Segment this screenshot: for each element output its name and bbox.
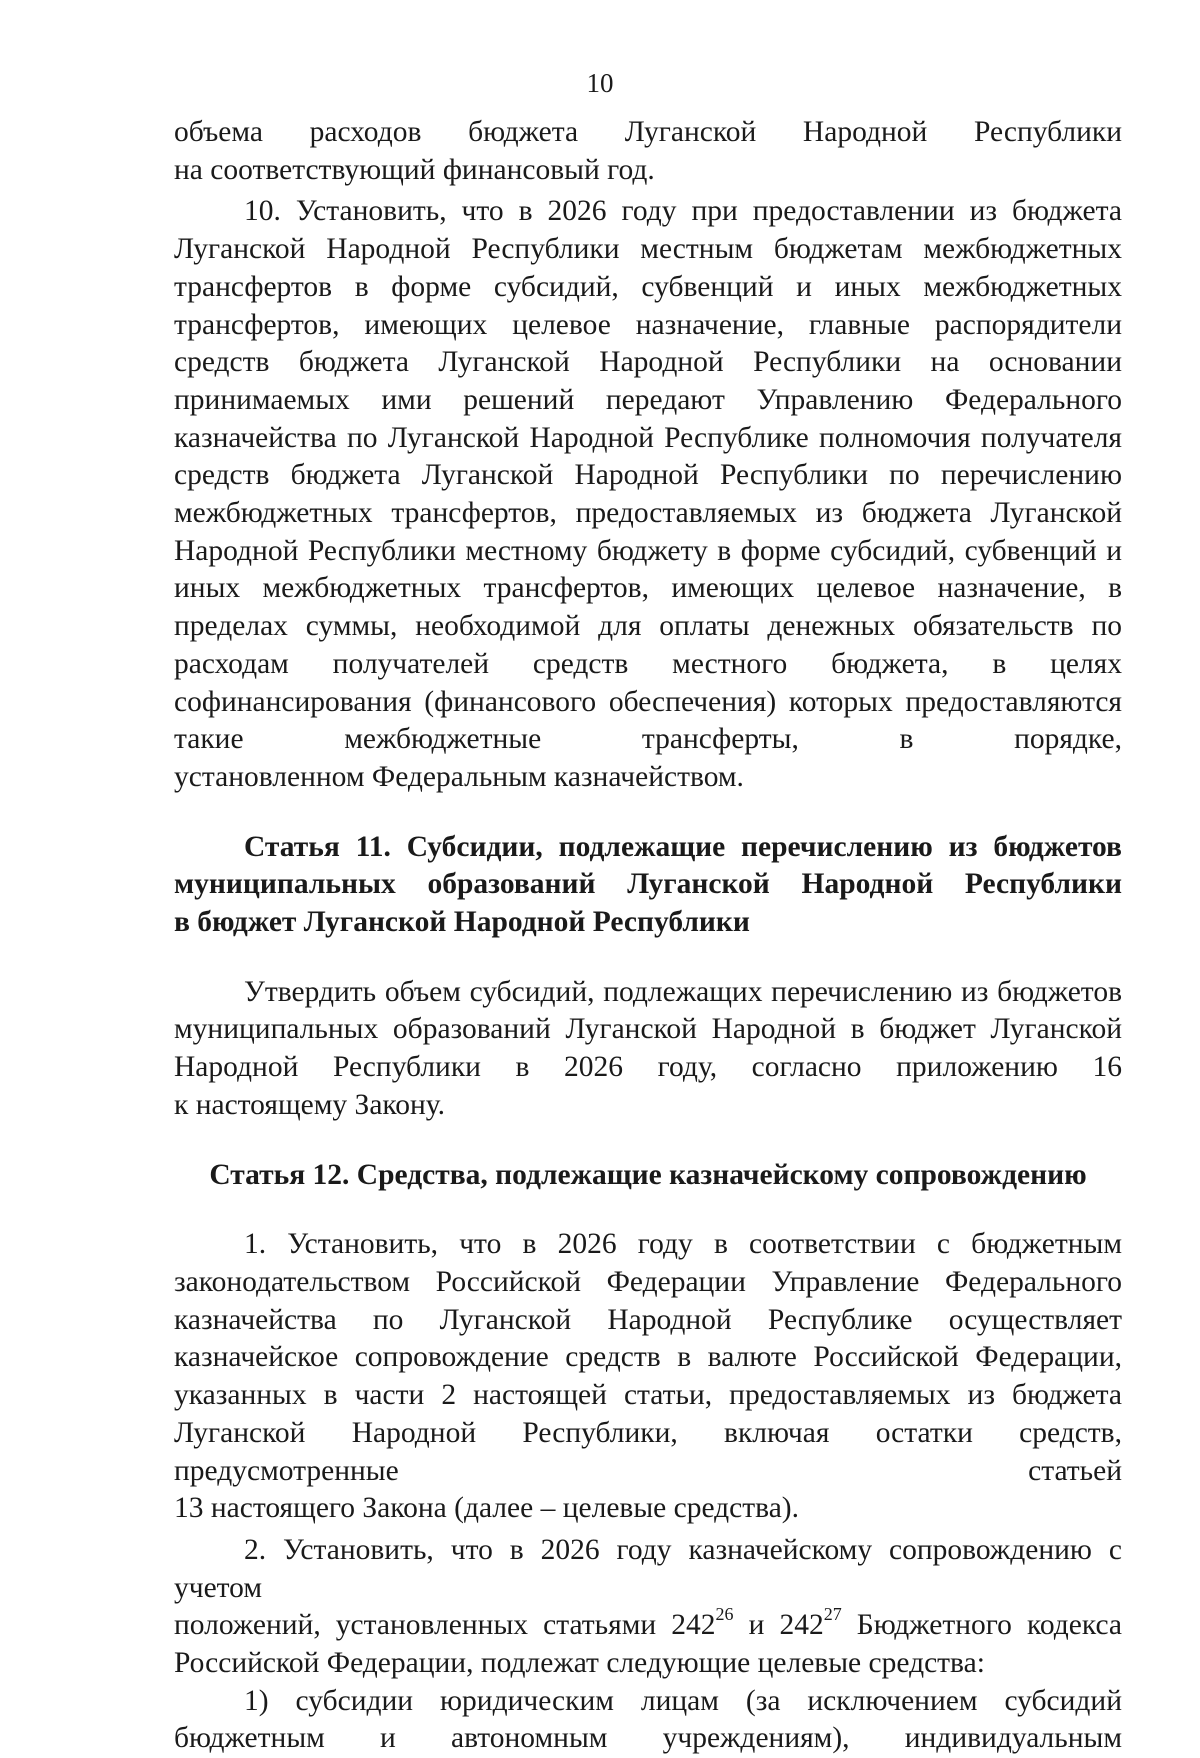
article-11-heading-end: в бюджет Луганской Народной Республики	[174, 906, 750, 939]
article-12-part-2-line: 2. Установить, что в 2026 году казначейскому сопровождению с учетом	[174, 1533, 1122, 1604]
page-number: 10	[586, 68, 614, 98]
list-item-1-line: 1) субсидии юридическим лицам (за исключением субсидий	[244, 1684, 1122, 1717]
article-12-part-1: 1. Установить, что в 2026 году в соответствии с бюджетным законодательством Российской Федерации Управление Федерального казначейства по Луганской Народной Республике осуществляет казначейское сопровождение средств в валюте Российской Федерации, указанных в части 2 настоящей статьи, предоставляемых из бюджета Луганской Народной Республики, включая остатки средств, предусмотренные статьей	[174, 1228, 1122, 1487]
text-span: Бюджетного кодекса	[841, 1609, 1122, 1642]
article-12-part-1-end: 13 настоящего Закона (далее – целевые средства).	[174, 1492, 800, 1525]
article-12-part-2-line: Российской Федерации, подлежат следующие целевые средства:	[174, 1647, 985, 1680]
superscript: 26	[715, 1604, 734, 1625]
article-12-part-2-line	[174, 1604, 1122, 1645]
paragraph-line: на соответствующий финансовый год.	[174, 153, 655, 186]
document-body	[174, 114, 1122, 1758]
article-12-heading: Статья 12. Средства, подлежащие казначейскому сопровождению	[209, 1158, 1087, 1191]
paragraph-10: 10. Установить, что в 2026 году при предоставлении из бюджета Луганской Народной Республики местным бюджетам межбюджетных трансфертов в форме субсидий, субвенций и иных межбюджетных трансфертов, имеющих целевое назначение, главные распорядители средств бюджета Луганской Народной Республики на основании принимаемых ими решений передают Управлению Федерального казначейства по Луганской Народной Республике полномочия получателя средств бюджета Луганской Народной Республики по перечислению межбюджетных трансфертов, предоставляемых из бюджета Луганской Народной Республики местному бюджету в форме субсидий, субвенций и иных межбюджетных трансфертов, имеющих целевое назначение, в пределах суммы, необходимой для оплаты денежных обязательств по расходам получателей средств местного бюджета, в целях софинансирования (финансового обеспечения) которых предоставляются такие межбюджетные трансферты, в порядке,	[174, 195, 1122, 756]
superscript: 27	[823, 1604, 842, 1625]
list-item-1-line: бюджетным и автономным учреждениям), индивидуальным	[174, 1722, 1122, 1755]
paragraph-10-end: установленном Федеральным казначейством.	[174, 760, 744, 793]
article-11-paragraph-end: к настоящему Закону.	[174, 1088, 445, 1121]
paragraph-line: объема расходов бюджета Луганской Народной Республики	[174, 116, 1122, 148]
article-11-paragraph: Утвердить объем субсидий, подлежащих перечислению из бюджетов муниципальных образований Луганской Народной в бюджет Луганской Народной Республики в 2026 году, согласно приложению 16	[174, 975, 1122, 1084]
text-span: положений, установленных статьями 242	[174, 1609, 716, 1642]
article-11-heading: Статья 11. Субсидии, подлежащие перечислению из бюджетов муниципальных образований Луганской Народной Республики	[174, 830, 1122, 901]
text-span: и 242	[733, 1609, 824, 1642]
